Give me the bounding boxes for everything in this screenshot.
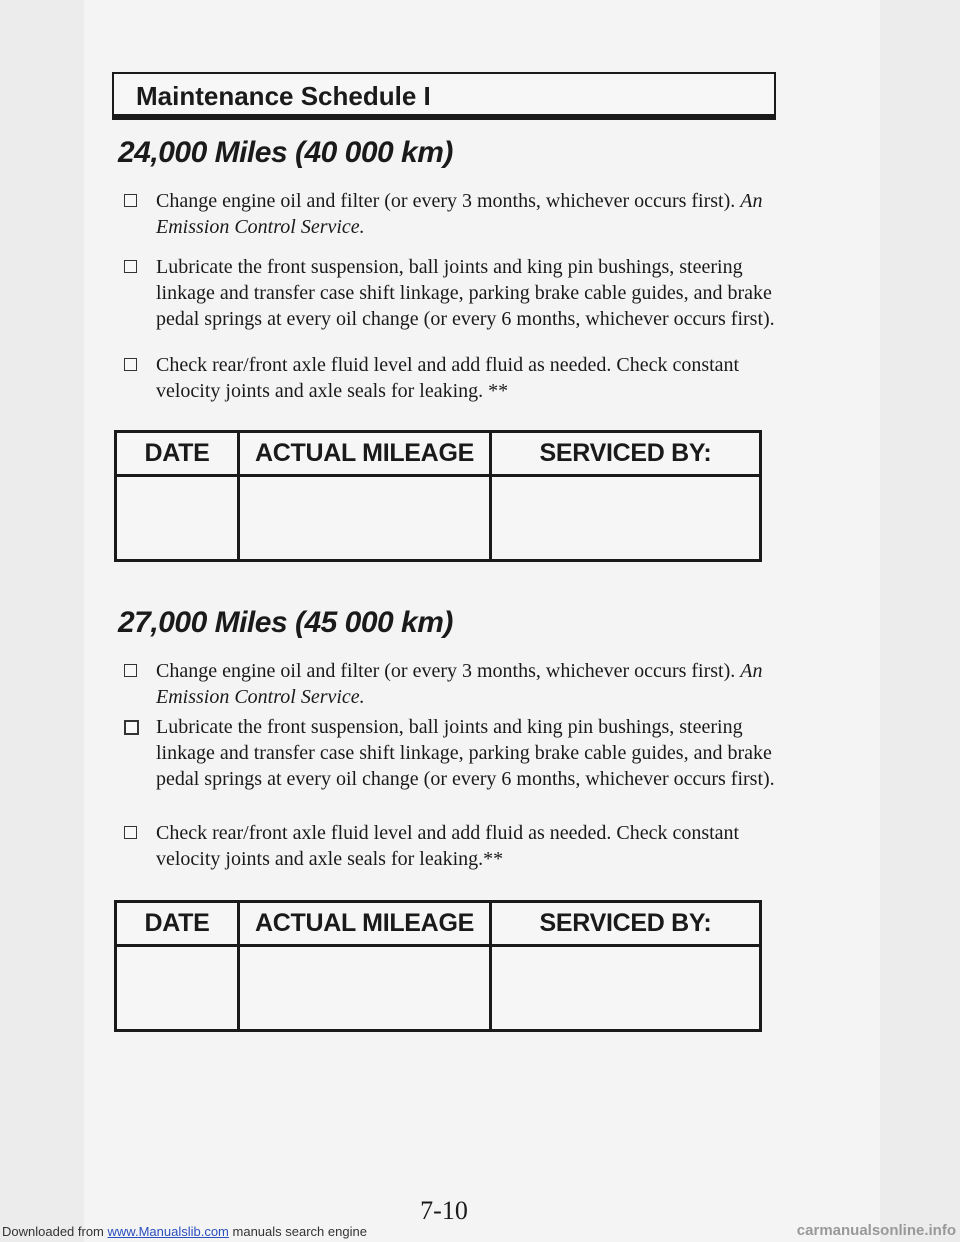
item-text: Check rear/front axle fluid level and add fluid as needed. Check constant velocity joints and axle seals for leaking. ** [156,354,740,402]
footer-prefix: Downloaded from [2,1224,104,1239]
page-title: Maintenance Schedule I [136,81,431,111]
footer-link[interactable]: www.Manualslib.com [107,1224,229,1239]
header-date: DATE [144,909,210,937]
footer-suffix: manuals search engine [232,1224,367,1239]
header-serviced-by: SERVICED BY: [539,439,712,467]
item-text: Check rear/front axle fluid level and add fluid as needed. Check constant velocity joints and axle seals for leaking.** [156,822,740,870]
watermark: carmanualsonline.info [796,1222,956,1239]
mileage-heading-2: 27,000 Miles (45 000 km) [118,606,453,639]
service-record-table [114,430,762,562]
footer [0,1220,960,1242]
header-actual-mileage: ACTUAL MILEAGE [255,909,474,937]
service-record-table [114,900,762,1032]
item-emphasis: An Emission Control Service. [156,660,763,708]
checkbox-icon[interactable] [124,826,137,839]
item-text: Change engine oil and filter (or every 3 months, whichever occurs first). [156,660,736,682]
header-serviced-by: SERVICED BY: [539,909,712,937]
item-text: Lubricate the front suspension, ball joints and king pin bushings, steering linkage and transfer case shift linkage, parking brake cable guides, and brake pedal springs at every oil change (or every 6 months, whichever occurs first). [156,716,775,790]
section-header-box [112,72,776,116]
header-rule [112,116,776,120]
checkbox-icon[interactable] [124,664,137,677]
header-actual-mileage: ACTUAL MILEAGE [255,439,474,467]
checkbox-icon[interactable] [124,194,137,207]
checkbox-icon[interactable] [124,358,137,371]
item-text: Lubricate the front suspension, ball joints and king pin bushings, steering linkage and transfer case shift linkage, parking brake cable guides, and brake pedal springs at every oil change (or every 6 months, whichever occurs first). [156,256,775,330]
mileage-heading-1: 24,000 Miles (40 000 km) [118,136,453,169]
page-number: 7-10 [420,1196,468,1225]
checkbox-icon[interactable] [124,720,139,735]
item-text: Change engine oil and filter (or every 3 months, whichever occurs first). [156,190,736,212]
header-date: DATE [144,439,210,467]
checkbox-icon[interactable] [124,260,137,273]
item-emphasis: An Emission Control Service. [156,190,763,238]
